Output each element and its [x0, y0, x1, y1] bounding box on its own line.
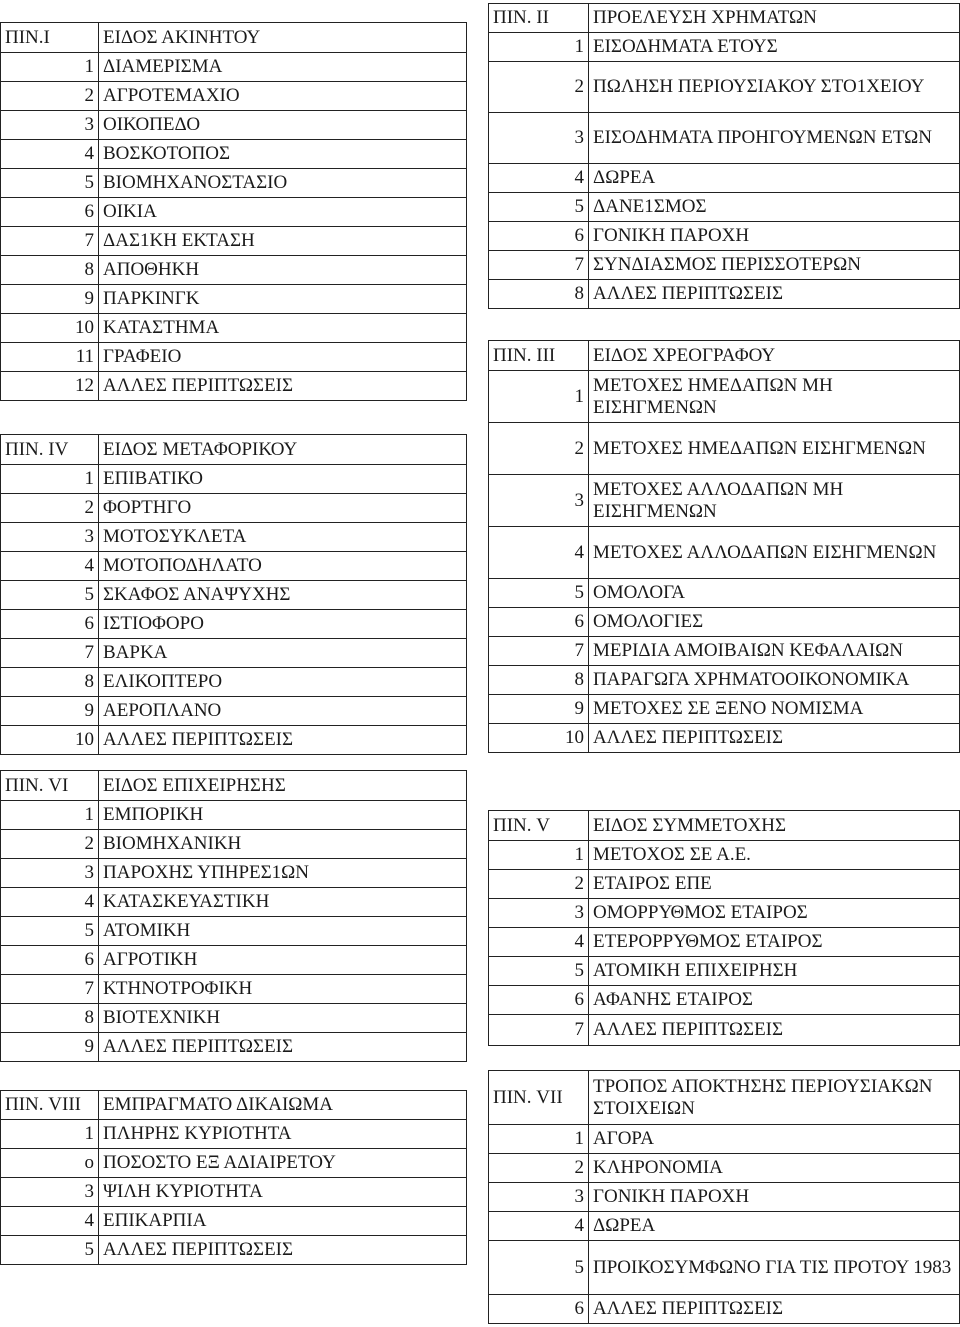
table-row [489, 113, 960, 164]
table-id: ΠΙΝ. VIII [1, 1091, 99, 1120]
table-pin-7 [488, 1070, 960, 1324]
table-row [1, 1178, 467, 1207]
table-pin-1 [0, 22, 467, 401]
row-code: 1 [489, 841, 589, 870]
row-label: ΟΜΟΛΟΓΑ [589, 579, 960, 608]
row-code: 2 [1, 830, 99, 859]
table-title: ΕΙΔΟΣ ΧΡΕΟΓΡΑΦΟΥ [589, 341, 960, 371]
row-label: ΑΛΛΕΣ ΠΕΡΙΠΤΩΣΕΙΣ [589, 1295, 960, 1324]
table-row [1, 1004, 467, 1033]
row-code: 5 [489, 1241, 589, 1295]
row-label: ΔΑΣ1ΚΗ ΕΚΤΑΣΗ [99, 227, 467, 256]
row-label: ΨΙΛΗ ΚΥΡΙΟΤΗΤΑ [99, 1178, 467, 1207]
table-row [1, 198, 467, 227]
table-row [1, 801, 467, 830]
row-code: 4 [489, 1212, 589, 1241]
table-header-row [489, 1071, 960, 1125]
table-row [489, 986, 960, 1015]
row-code: 3 [489, 899, 589, 928]
row-label: ΕΤΑΙΡΟΣ ΕΠΕ [589, 870, 960, 899]
table-row [1, 465, 467, 494]
row-label: ΒΟΣΚΟΤΟΠΟΣ [99, 140, 467, 169]
row-label: ΑΓΡΟΤΙΚΗ [99, 946, 467, 975]
row-label: ΑΛΛΕΣ ΠΕΡΙΠΤΩΣΕΙΣ [99, 372, 467, 401]
table-row [489, 899, 960, 928]
row-code: 5 [489, 957, 589, 986]
table-row [1, 1120, 467, 1149]
row-label: ΚΑΤΑΣΚΕΥΑΣΤΙΚΗ [99, 888, 467, 917]
row-code: 7 [489, 251, 589, 280]
row-label: ΜΟΤΟΠΟΔΗΛΑΤΟ [99, 552, 467, 581]
table-row [489, 33, 960, 62]
table-row [489, 371, 960, 423]
table-title: ΕΙΔΟΣ ΑΚΙΝΗΤΟΥ [99, 23, 467, 53]
table-row [1, 227, 467, 256]
row-label: ΑΕΡΟΠΛΑΝΟ [99, 697, 467, 726]
row-label: ΑΦΑΝΗΣ ΕΤΑΙΡΟΣ [589, 986, 960, 1015]
table-row [1, 140, 467, 169]
row-label: ΒΙΟΜΗΧΑΝΟΣΤΑΣΙΟ [99, 169, 467, 198]
table-row [1, 1236, 467, 1265]
row-label: ΕΤΕΡΟΡΡΥΘΜΟΣ ΕΤΑΙΡΟΣ [589, 928, 960, 957]
table-row [1, 1149, 467, 1178]
row-code: 9 [1, 285, 99, 314]
row-label: ΠΑΡΑΓΩΓΑ ΧΡΗΜΑΤΟΟΙΚΟΝΟΜΙΚΑ [589, 666, 960, 695]
row-code: 7 [1, 639, 99, 668]
row-code: 4 [489, 164, 589, 193]
row-label: ΜΕΤΟΧΕΣ ΣΕ ΞΕΝΟ ΝΟΜΙΣΜΑ [589, 695, 960, 724]
table-row [489, 957, 960, 986]
table-row [489, 695, 960, 724]
row-label: ΚΑΤΑΣΤΗΜΑ [99, 314, 467, 343]
row-code: 4 [1, 140, 99, 169]
row-code: ο [1, 1149, 99, 1178]
row-code: 6 [1, 610, 99, 639]
table-title: ΕΙΔΟΣ ΣΥΜΜΕΤΟΧΗΣ [589, 811, 960, 841]
row-code: 5 [489, 193, 589, 222]
row-code: 6 [1, 946, 99, 975]
table-row [489, 423, 960, 475]
row-code: 7 [489, 637, 589, 666]
table-row [1, 82, 467, 111]
table-row [489, 527, 960, 579]
row-code: 6 [489, 986, 589, 1015]
row-code: 6 [489, 608, 589, 637]
row-label: ΓΟΝΙΚΗ ΠΑΡΟΧΗ [589, 222, 960, 251]
row-code: 1 [489, 371, 589, 423]
table-row [1, 975, 467, 1004]
row-label: ΠΑΡΟΧΗΣ ΥΠΗΡΕΣ1ΩΝ [99, 859, 467, 888]
row-code: 4 [489, 527, 589, 579]
row-code: 9 [489, 695, 589, 724]
row-code: 8 [1, 668, 99, 697]
row-code: 5 [1, 169, 99, 198]
table-row [1, 668, 467, 697]
table-row [489, 928, 960, 957]
table-row [489, 1241, 960, 1295]
row-code: 2 [489, 62, 589, 113]
row-code: 6 [489, 1295, 589, 1324]
table-row [1, 610, 467, 639]
table-row [1, 859, 467, 888]
row-code: 4 [1, 888, 99, 917]
row-label: ΟΜΟΡΡΥΘΜΟΣ ΕΤΑΙΡΟΣ [589, 899, 960, 928]
row-code: 2 [1, 494, 99, 523]
row-label: ΣΚΑΦΟΣ ΑΝΑΨΥΧΗΣ [99, 581, 467, 610]
table-header-row [1, 435, 467, 465]
row-label: ΠΡΟΙΚΟΣΥΜΦΩΝΟ ΓΙΑ ΤΙΣ ΠΡΟΤΟΥ 1983 [589, 1241, 960, 1295]
table-row [1, 888, 467, 917]
row-label: ΔΙΑΜΕΡΙΣΜΑ [99, 53, 467, 82]
table-row [1, 256, 467, 285]
row-code: 4 [1, 1207, 99, 1236]
table-id: ΠΙΝ. V [489, 811, 589, 841]
table-header-row [489, 4, 960, 33]
row-code: 5 [1, 1236, 99, 1265]
row-label: ΚΤΗΝΟΤΡΟΦΙΚΗ [99, 975, 467, 1004]
row-label: ΟΙΚΙΑ [99, 198, 467, 227]
row-label: ΑΓΡΟΤΕΜΑΧΙΟ [99, 82, 467, 111]
table-title: ΠΡΟΕΛΕΥΣΗ ΧΡΗΜΑΤΩΝ [589, 4, 960, 33]
row-code: 8 [1, 1004, 99, 1033]
table-row [1, 169, 467, 198]
row-code: 3 [1, 111, 99, 140]
table-row [489, 1183, 960, 1212]
row-code: 2 [1, 82, 99, 111]
row-label: ΜΕΤΟΧΕΣ ΑΛΛΟΔΑΠΩΝ ΜΗ ΕΙΣΗΓΜΕΝΩΝ [589, 475, 960, 527]
row-code: 7 [1, 227, 99, 256]
row-label: ΟΙΚΟΠΕΔΟ [99, 111, 467, 140]
row-code: 3 [1, 1178, 99, 1207]
table-row [1, 830, 467, 859]
table-row [1, 697, 467, 726]
table-row [489, 579, 960, 608]
table-row [489, 870, 960, 899]
row-label: ΜΕΡΙΔΙΑ ΑΜΟΙΒΑΙΩΝ ΚΕΦΑΛΑΙΩΝ [589, 637, 960, 666]
table-pin-4 [0, 434, 467, 755]
row-label: ΔΩΡΕΑ [589, 164, 960, 193]
row-code: 1 [1, 465, 99, 494]
row-label: ΠΑΡΚΙΝΓΚ [99, 285, 467, 314]
row-label: ΒΙΟΜΗΧΑΝΙΚΗ [99, 830, 467, 859]
table-row [1, 726, 467, 755]
table-id: ΠΙΝ.Ι [1, 23, 99, 53]
table-title: ΕΙΔΟΣ ΕΠΙΧΕΙΡΗΣΗΣ [99, 771, 467, 801]
row-label: ΔΩΡΕΑ [589, 1212, 960, 1241]
row-label: ΓΡΑΦΕΙΟ [99, 343, 467, 372]
row-code: 2 [489, 423, 589, 475]
table-row [1, 523, 467, 552]
table-row [1, 639, 467, 668]
row-label: ΜΕΤΟΧΟΣ ΣΕ Α.Ε. [589, 841, 960, 870]
row-label: ΔΑΝΕ1ΣΜΟΣ [589, 193, 960, 222]
table-row [489, 1154, 960, 1183]
table-id: ΠΙΝ. III [489, 341, 589, 371]
row-code: 10 [489, 724, 589, 753]
row-label: ΜΕΤΟΧΕΣ ΗΜΕΔΑΠΩΝ ΜΗ ΕΙΣΗΓΜΕΝΩΝ [589, 371, 960, 423]
table-row [489, 1212, 960, 1241]
table-title: ΕΜΠΡΑΓΜΑΤΟ ΔΙΚΑΙΩΜΑ [99, 1091, 467, 1120]
row-label: ΜΕΤΟΧΕΣ ΑΛΛΟΔΑΠΩΝ ΕΙΣΗΓΜΕΝΩΝ [589, 527, 960, 579]
row-code: 8 [1, 256, 99, 285]
row-label: ΑΛΛΕΣ ΠΕΡΙΠΤΩΣΕΙΣ [99, 1236, 467, 1265]
row-code: 1 [1, 53, 99, 82]
row-label: ΕΠΙΒΑΤΙΚΟ [99, 465, 467, 494]
table-header-row [1, 771, 467, 801]
table-row [1, 494, 467, 523]
row-label: ΠΛΗΡΗΣ ΚΥΡΙΟΤΗΤΑ [99, 1120, 467, 1149]
table-row [489, 62, 960, 113]
row-code: 3 [489, 475, 589, 527]
table-header-row [1, 23, 467, 53]
table-row [489, 1015, 960, 1046]
table-row [1, 1207, 467, 1236]
row-label: ΑΤΟΜΙΚΗ ΕΠΙΧΕΙΡΗΣΗ [589, 957, 960, 986]
table-pin-3 [488, 340, 960, 753]
row-label: ΕΠΙΚΑΡΠΙΑ [99, 1207, 467, 1236]
row-code: 9 [1, 697, 99, 726]
table-pin-5 [488, 810, 960, 1046]
row-code: 1 [1, 1120, 99, 1149]
row-label: ΑΠΟΘΗΚΗ [99, 256, 467, 285]
row-code: 6 [489, 222, 589, 251]
row-code: 8 [489, 280, 589, 309]
row-code: 4 [1, 552, 99, 581]
table-row [1, 285, 467, 314]
table-pin-8 [0, 1090, 467, 1265]
row-label: ΕΙΣΟΔΗΜΑΤΑ ΠΡΟΗΓΟΥΜΕΝΩΝ ΕΤΩΝ [589, 113, 960, 164]
row-code: 3 [489, 1183, 589, 1212]
table-row [1, 343, 467, 372]
row-label: ΕΛΙΚΟΠΤΕΡΟ [99, 668, 467, 697]
table-row [489, 1295, 960, 1324]
table-row [489, 164, 960, 193]
row-label: ΙΣΤΙΟΦΟΡΟ [99, 610, 467, 639]
row-code: 3 [1, 523, 99, 552]
row-code: 5 [1, 917, 99, 946]
table-row [489, 193, 960, 222]
table-row [1, 314, 467, 343]
row-code: 1 [489, 1125, 589, 1154]
table-row [489, 222, 960, 251]
row-label: ΑΛΛΕΣ ΠΕΡΙΠΤΩΣΕΙΣ [99, 726, 467, 755]
row-code: 5 [489, 579, 589, 608]
row-label: ΜΟΤΟΣΥΚΛΕΤΑ [99, 523, 467, 552]
row-code: 3 [489, 113, 589, 164]
table-row [489, 608, 960, 637]
table-row [489, 280, 960, 309]
table-row [1, 1033, 467, 1062]
row-code: 2 [489, 870, 589, 899]
table-id: ΠΙΝ. II [489, 4, 589, 33]
table-row [1, 946, 467, 975]
table-pin-2 [488, 3, 960, 309]
row-code: 1 [489, 33, 589, 62]
table-header-row [1, 1091, 467, 1120]
table-row [489, 251, 960, 280]
table-header-row [489, 341, 960, 371]
table-row [489, 475, 960, 527]
table-row [1, 917, 467, 946]
row-label: ΠΟΣΟΣΤΟ ΕΞ ΑΔΙΑΙΡΕΤΟΥ [99, 1149, 467, 1178]
table-row [1, 372, 467, 401]
row-label: ΑΛΛΕΣ ΠΕΡΙΠΤΩΣΕΙΣ [589, 1015, 960, 1046]
row-label: ΟΜΟΛΟΓΙΕΣ [589, 608, 960, 637]
table-row [1, 53, 467, 82]
row-code: 10 [1, 314, 99, 343]
row-label: ΑΓΟΡΑ [589, 1125, 960, 1154]
row-code: 3 [1, 859, 99, 888]
row-label: ΕΙΣΟΔΗΜΑΤΑ ΕΤΟΥΣ [589, 33, 960, 62]
row-code: 1 [1, 801, 99, 830]
table-id: ΠΙΝ. VI [1, 771, 99, 801]
row-label: ΑΛΛΕΣ ΠΕΡΙΠΤΩΣΕΙΣ [589, 280, 960, 309]
table-id: ΠΙΝ. IV [1, 435, 99, 465]
row-label: ΚΛΗΡΟΝΟΜΙΑ [589, 1154, 960, 1183]
table-pin-6 [0, 770, 467, 1062]
row-label: ΕΜΠΟΡΙΚΗ [99, 801, 467, 830]
table-title: ΤΡΟΠΟΣ ΑΠΟΚΤΗΣΗΣ ΠΕΡΙΟΥΣΙΑΚΩΝ ΣΤΟΙΧΕΙΩΝ [589, 1071, 960, 1125]
table-title: ΕΙΔΟΣ ΜΕΤΑΦΟΡΙΚΟΥ [99, 435, 467, 465]
row-label: ΣΥΝΔΙΑΣΜΟΣ ΠΕΡΙΣΣΟΤΕΡΩΝ [589, 251, 960, 280]
row-label: ΜΕΤΟΧΕΣ ΗΜΕΔΑΠΩΝ ΕΙΣΗΓΜΕΝΩΝ [589, 423, 960, 475]
row-code: 7 [1, 975, 99, 1004]
row-code: 2 [489, 1154, 589, 1183]
table-row [489, 637, 960, 666]
row-code: 5 [1, 581, 99, 610]
row-code: 6 [1, 198, 99, 227]
row-label: ΠΩΛΗΣΗ ΠΕΡΙΟΥΣΙΑΚΟΥ ΣΤΟ1ΧΕΙΟΥ [589, 62, 960, 113]
row-code: 8 [489, 666, 589, 695]
row-label: ΑΤΟΜΙΚΗ [99, 917, 467, 946]
table-row [1, 581, 467, 610]
table-header-row [489, 811, 960, 841]
row-label: ΓΟΝΙΚΗ ΠΑΡΟΧΗ [589, 1183, 960, 1212]
table-row [489, 666, 960, 695]
row-code: 12 [1, 372, 99, 401]
row-label: ΦΟΡΤΗΓΟ [99, 494, 467, 523]
row-code: 11 [1, 343, 99, 372]
row-code: 9 [1, 1033, 99, 1062]
table-id: ΠΙΝ. VII [489, 1071, 589, 1125]
row-code: 4 [489, 928, 589, 957]
row-label: ΑΛΛΕΣ ΠΕΡΙΠΤΩΣΕΙΣ [99, 1033, 467, 1062]
row-label: ΒΙΟΤΕΧΝΙΚΗ [99, 1004, 467, 1033]
table-row [489, 1125, 960, 1154]
row-code: 7 [489, 1015, 589, 1046]
table-row [1, 552, 467, 581]
row-label: ΒΑΡΚΑ [99, 639, 467, 668]
table-row [1, 111, 467, 140]
row-code: 10 [1, 726, 99, 755]
row-label: ΑΛΛΕΣ ΠΕΡΙΠΤΩΣΕΙΣ [589, 724, 960, 753]
table-row [489, 724, 960, 753]
table-row [489, 841, 960, 870]
